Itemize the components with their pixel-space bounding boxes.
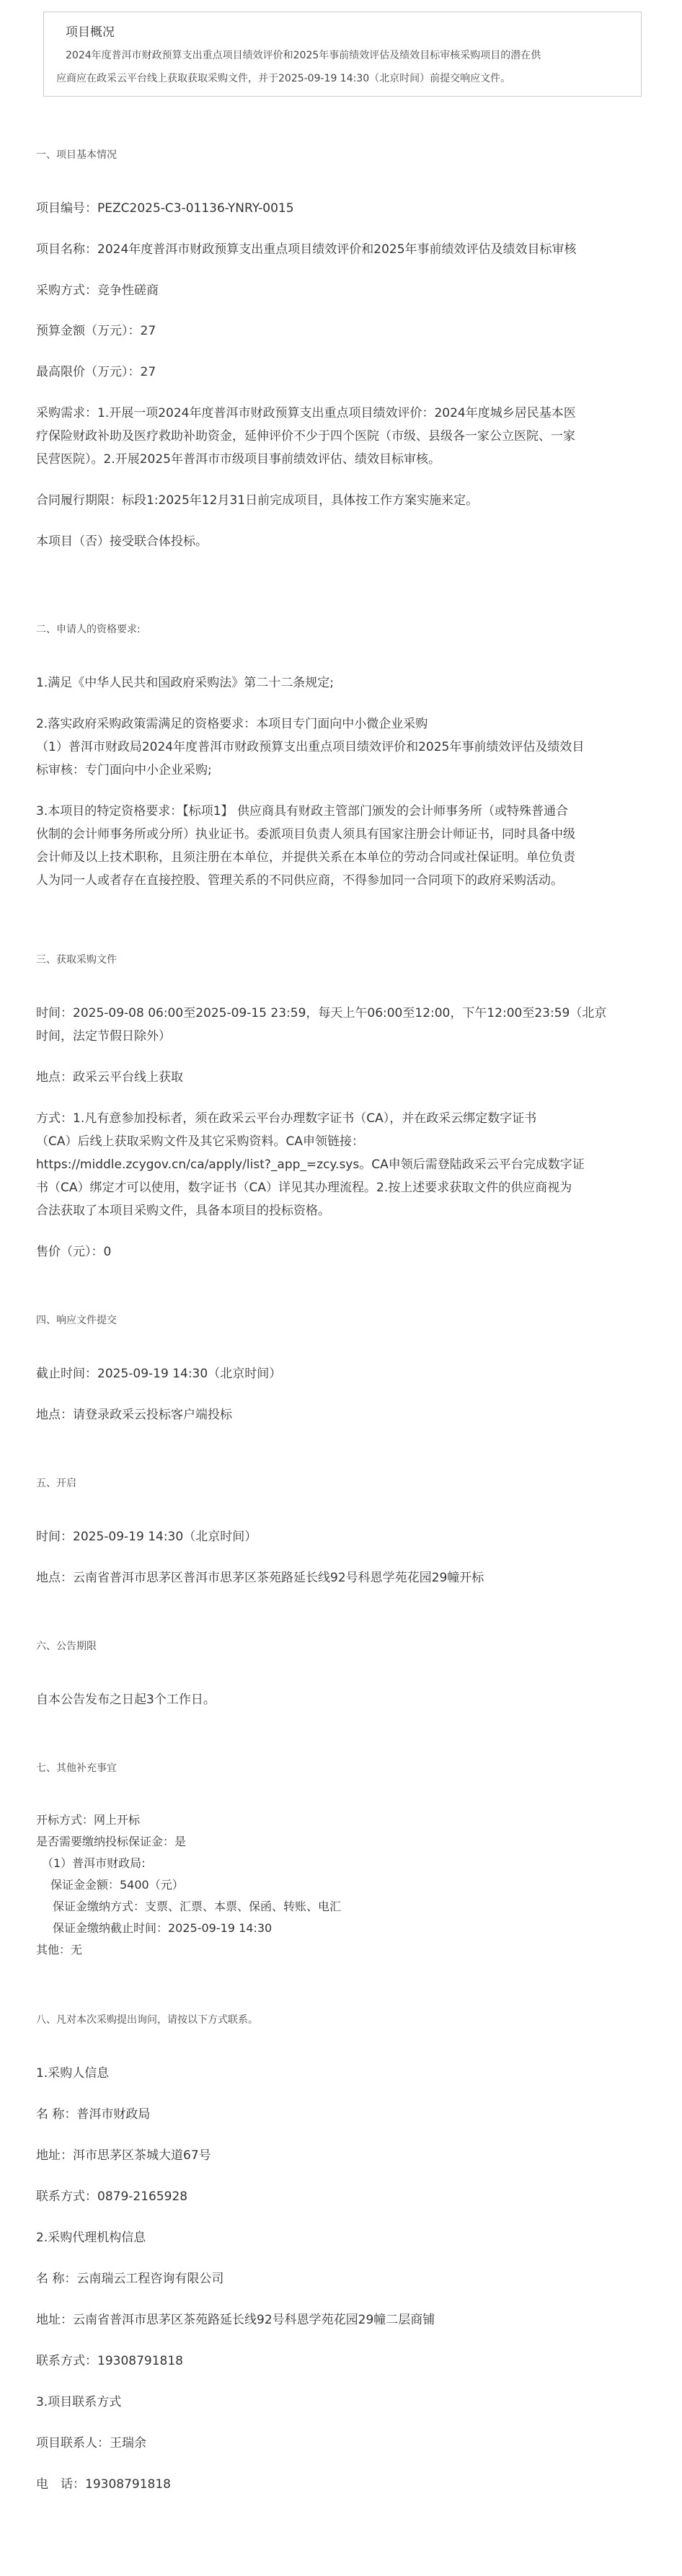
section-7-heading: 七、其他补充事宜 [36,1763,117,1774]
project-number: 项目编号：PEZC2025-C3-01136-YNRY-0015 [36,201,294,216]
contact-info-title: 3.项目联系方式 [36,2395,122,2409]
document-price: 售价（元）：0 [36,1245,112,1259]
max-price: 最高限价（万元）：27 [36,365,156,379]
requirement-2-line-2: （1）普洱市财政局2024年度普洱市财政预算支出重点项目绩效评价和2025年事前绩效评估及绩效目 [36,740,585,754]
requirement-3-line-3: 会计师及以上技术职称，且须注册在本单位，并提供关系在本单位的劳动合同或社保证明。单位负责 [36,850,575,865]
purchaser-phone: 联系方式：0879-2165928 [36,2189,188,2204]
section-8-heading: 八、凡对本次采购提出询问，请按以下方式联系。 [36,2014,258,2026]
purchaser-info-title: 1.采购人信息 [36,2066,110,2081]
overview-line-2: 应商应在政采云平台线上获取获取采购文件，并于2025-09-19 14:30（北京时间）前提交响应文件。 [56,73,511,84]
opening-method: 开标方式：网上开标 [36,1813,141,1827]
contact-phone: 电 话：19308791818 [36,2477,171,2492]
project-name: 项目名称：2024年度普洱市财政预算支出重点项目绩效评价和2025年事前绩效评估及绩效目标审核 [36,242,577,257]
contract-period: 合同履行期限：标段1:2025年12月31日前完成项目，具体按工作方案实施来定。 [36,493,479,508]
purchaser-name: 名 称：普洱市财政局 [36,2107,151,2122]
submission-deadline: 截止时间：2025-09-19 14:30（北京时间） [36,1367,282,1381]
acquire-way-line-5: 合法获取了本项目采购文件，具备本项目的投标资格。 [36,1204,330,1218]
requirement-3-line-2: 伙制的会计师事务所或分所）执业证书。委派项目负责人须具有国家注册会计师证书，同时具备中级 [36,827,575,842]
requirement-1: 1.满足《中华人民共和国政府采购法》第二十二条规定; [36,676,334,690]
other-notes: 其他：无 [36,1943,83,1957]
purchaser-address: 地址：洱市思茅区茶城大道67号 [36,2148,211,2163]
section-3-heading: 三、获取采购文件 [36,954,117,966]
procurement-method: 采购方式：竞争性磋商 [36,283,159,298]
acquire-place: 地点：政采云平台线上获取 [36,1070,183,1085]
section-1-heading: 一、项目基本情况 [36,149,117,161]
agency-info-title: 2.采购代理机构信息 [36,2231,146,2245]
deposit-deadline: 保证金缴纳截止时间：2025-09-19 14:30 [53,1921,273,1935]
agency-phone: 联系方式：19308791818 [36,2354,183,2368]
section-5-heading: 五、开启 [36,1478,76,1489]
acquire-way-line-2: （CA）后线上获取采购文件及其它采购资料。CA申领链接： [36,1134,364,1149]
section-6-heading: 六、公告期限 [36,1641,97,1652]
opening-time: 时间：2025-09-19 14:30（北京时间） [36,1530,257,1544]
overview-line-1: 2024年度普洱市财政预算支出重点项目绩效评价和2025年事前绩效评估及绩效目标审核采购项目的潜在供 [66,50,541,61]
demand-line-2: 疗保险财政补助及医疗救助补助资金，延伸评价不少于四个医院（市级、县级各一家公立医院、一家 [36,429,575,444]
requirement-2-line-1: 2.落实政府采购政策需满足的资格要求：本项目专门面向中小微企业采购 [36,717,428,731]
acquire-way-line-4: 书（CA）绑定才可以使用，数字证书（CA）详见其办理流程。2.按上述要求获取文件的供应商视为 [36,1181,572,1195]
agency-address: 地址：云南省普洱市思茅区茶苑路延长线92号科恩学苑花园29幢二层商铺 [36,2313,435,2327]
submission-place: 地点：请登录政采云投标客户端投标 [36,1408,232,1422]
budget-amount: 预算金额（万元）：27 [36,324,156,338]
deposit-amount: 保证金金额：5400（元） [50,1878,184,1892]
deposit-payment-method: 保证金缴纳方式：支票、汇票、本票、保函、转账、电汇 [53,1900,342,1913]
overview-title: 项目概况 [66,25,115,40]
acquire-way-line-1: 方式：1.凡有意参加投标者，须在政采云平台办理数字证书（CA），并在政采云绑定数字证书 [36,1111,537,1126]
ca-apply-link[interactable]: https://middle.zcygov.cn/ca/apply/list?_app_=zcy.sys。CA申领后需登陆政采云平台完成数字证 [36,1157,585,1172]
notice-period: 自本公告发布之日起3个工作日。 [36,1693,216,1707]
section-2-heading: 二、申请人的资格要求: [36,624,141,635]
requirement-3-line-1: 3.本项目的特定资格要求：【标项1】 供应商具有财政主管部门颁发的会计师事务所（或特殊普通合 [36,804,568,819]
deposit-purchaser: （1）普洱市财政局: [42,1856,146,1870]
demand-line-3: 民营医院）。2.开展2025年普洱市市级项目事前绩效评估、绩效目标审核。 [36,452,440,467]
contact-person: 项目联系人：王瑞余 [36,2436,146,2451]
requirement-2-line-3: 标审核：专门面向中小企业采购; [36,763,212,777]
requirement-3-line-4: 人为同一人或者存在直接控股、管理关系的不同供应商，不得参加同一合同项下的政府采购活动。 [36,873,563,888]
acquire-time-line-1: 时间：2025-09-08 06:00至2025-09-15 23:59，每天上午06:00至12:00，下午12:00至23:59（北京 [36,1006,607,1020]
opening-place: 地点：云南省普洱市思茅区普洱市思茅区茶苑路延长线92号科恩学苑花园29幢开标 [36,1571,484,1585]
acquire-time-line-2: 时间，法定节假日除外） [36,1029,171,1044]
joint-bid-note: 本项目（否）接受联合体投标。 [36,534,208,549]
deposit-required: 是否需要缴纳投标保证金：是 [36,1835,187,1848]
agency-name: 名 称：云南瑞云工程咨询有限公司 [36,2272,224,2286]
demand-line-1: 采购需求：1.开展一项2024年度普洱市财政预算支出重点项目绩效评价：2024年度城乡居民基本医 [36,406,576,420]
section-4-heading: 四、响应文件提交 [36,1315,117,1326]
